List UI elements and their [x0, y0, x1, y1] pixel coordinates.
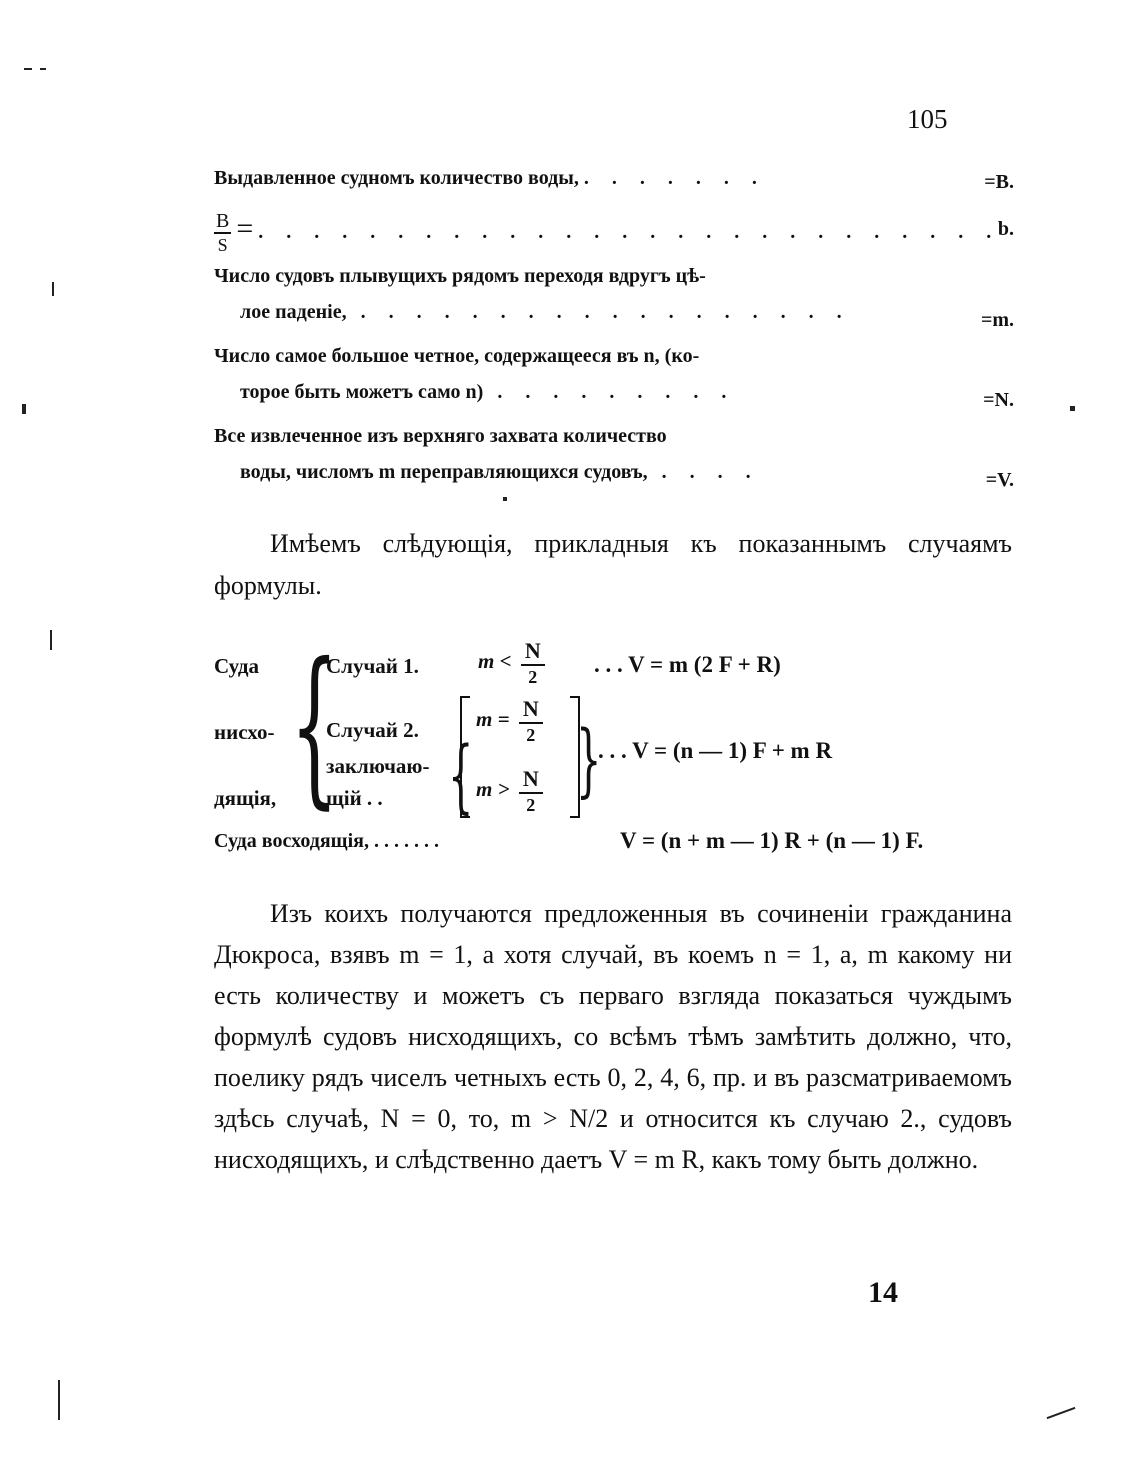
small-right-brace: } — [576, 713, 602, 806]
descending-label: дящія, — [214, 786, 277, 810]
speck — [24, 68, 32, 70]
definition-value: =V. — [985, 469, 1014, 491]
small-left-brace: { — [448, 729, 474, 822]
definitions-list — [214, 160, 1014, 498]
definition-item — [214, 338, 1014, 418]
speck — [1047, 1407, 1076, 1419]
definition-value: =m. — [980, 309, 1014, 331]
left-bracket — [460, 696, 470, 818]
formula-block — [214, 627, 1014, 870]
definition-text: Число судовъ плывущихъ рядомъ переходя вдругъ цѣ- — [214, 265, 706, 287]
definition-text-cont: лое паденіе, — [240, 301, 347, 323]
definition-text: Число самое большое четное, содержащееся въ n, (ко- — [214, 345, 700, 367]
condition-text: m = — [476, 706, 510, 731]
ascending-label: Суда восходящія, . . . . . . . — [214, 830, 439, 852]
case2-sublabel: заключаю- — [326, 754, 430, 778]
fraction-n-over-2 — [519, 766, 543, 816]
ascending-formula: V = (n + m — 1) R + (n — 1) F. — [620, 828, 924, 853]
definition-item — [214, 418, 1014, 498]
speck — [1070, 406, 1075, 411]
definition-value: b. — [997, 218, 1014, 240]
case1-label: Случай 1. — [326, 654, 419, 678]
speck — [40, 68, 46, 70]
descending-label: Суда — [214, 654, 259, 678]
leader-dots: . . . . . . . . . . . . . . . . . . — [346, 301, 851, 323]
definition-value: =B. — [984, 171, 1014, 193]
definition-item — [214, 258, 1014, 338]
intro-text: Имѣемъ слѣдующія, прикладныя къ показаннымъ случаямъ формулы. — [214, 529, 1012, 600]
condition-text: m > — [476, 776, 510, 801]
definition-text-cont: воды, числомъ m переправляющихся судовъ, — [240, 461, 648, 483]
fraction-denominator: S — [217, 235, 228, 256]
speck — [22, 404, 26, 414]
main-paragraph-text: Изъ коихъ получаются предложенныя въ сочиненіи гражданина Дюкроса, взявъ m = 1, а хотя случай, въ коемъ n = 1, а, m какому ни есть количеству и можетъ съ перваго взгляда показаться чуждымъ формулѣ судовъ нисходящихъ, со всѣмъ тѣмъ замѣтить должно, что, поелику рядъ чиселъ четныхъ есть 0, 2, 4, 6, пр. и въ разсматриваемомъ здѣсь случаѣ, N = 0, то, m > N/2 и относится къ случаю 2., судовъ нисходящихъ, и слѣдственно даетъ V = m R, какъ тому быть должно. — [214, 899, 1012, 1174]
fraction-denominator: 2 — [526, 725, 536, 745]
leader-dots: . . . . . . . . . — [483, 381, 736, 403]
condition-text: m < — [478, 648, 512, 673]
definition-text-cont: торое быть можетъ само n) — [240, 381, 484, 403]
definition-text: Все извлеченное изъ верхняго захвата количество — [214, 425, 667, 447]
fraction-n-over-2 — [521, 638, 545, 688]
speck — [50, 630, 52, 650]
leader-dots: . . . . . . . — [583, 167, 766, 189]
main-paragraph — [214, 893, 1012, 1180]
speck — [503, 497, 507, 501]
intro-paragraph — [214, 523, 1012, 607]
definition-item — [214, 200, 1014, 258]
fraction-numerator: N — [519, 766, 543, 794]
definition-text: Выдавленное судномъ количество воды, — [214, 167, 579, 189]
fraction-n-over-2 — [519, 696, 543, 746]
speck — [52, 282, 54, 296]
signature-mark: 14 — [868, 1276, 898, 1309]
fraction-numerator: N — [521, 638, 545, 666]
page-number: 105 — [907, 104, 948, 134]
speck — [58, 1380, 60, 1420]
fraction-denominator: 2 — [526, 795, 536, 815]
fraction-b-over-s — [214, 210, 231, 256]
fraction-numerator: B — [216, 210, 230, 233]
definition-item — [214, 160, 1014, 200]
fraction-numerator: N — [519, 696, 543, 724]
fraction-denominator: 2 — [528, 667, 538, 687]
case2-formula: . . . V = (n — 1) F + m R — [598, 738, 833, 763]
leader-dots: . . . . — [647, 461, 760, 483]
left-brace: { — [290, 627, 339, 825]
descending-label: нисхо- — [214, 720, 275, 744]
case2-condition-eq — [476, 696, 543, 746]
case2-condition-gt — [476, 766, 543, 816]
leader-dots: . . . . . . . . . . . . . . . . . . . . . . . . . . . — [258, 221, 1001, 243]
definition-value: =N. — [983, 389, 1014, 411]
case2-label: Случай 2. — [326, 718, 419, 742]
case1-formula: . . . V = m (2 F + R) — [594, 652, 781, 677]
case2-sublabel: щій . . — [326, 786, 383, 810]
equals-sign: = — [236, 212, 254, 245]
case1-condition — [478, 638, 545, 688]
